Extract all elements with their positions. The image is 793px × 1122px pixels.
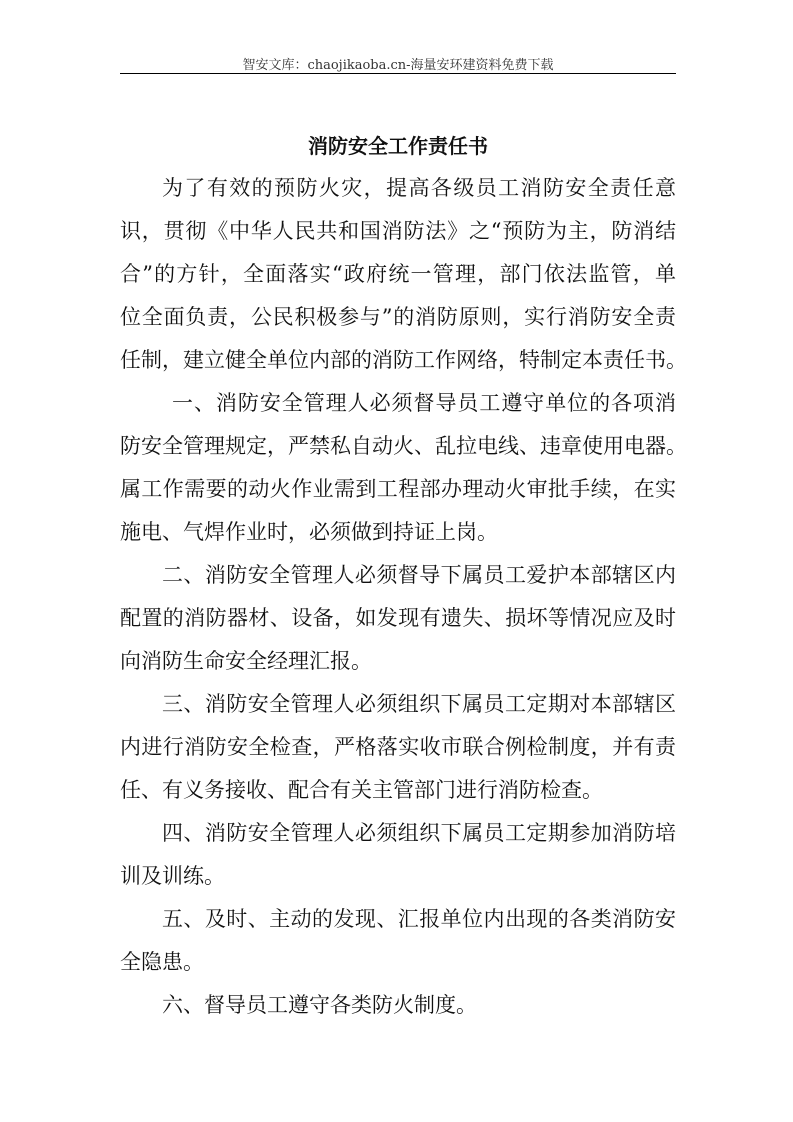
- text-line: 位全面负责，公民积极参与”的消防原则，实行消防安全责: [120, 305, 676, 329]
- text-line: 向消防生命安全经理汇报。: [120, 649, 372, 673]
- paragraph: [120, 167, 687, 382]
- text-line: 二、消防安全管理人必须督导下属员工爱护本部辖区内: [162, 563, 676, 587]
- text-line: 为了有效的预防火灾，提高各级员工消防安全责任意: [162, 176, 676, 200]
- paragraph: [120, 812, 676, 898]
- page-header: 智安文库：chaojikaoba.cn-海量安环建资料免费下载: [242, 58, 554, 73]
- text-line: 识，贯彻《中华人民共和国消防法》之“预防为主，防消结: [120, 219, 676, 243]
- text-line: 配置的消防器材、设备，如发现有遗失、损坏等情况应及时: [120, 606, 676, 630]
- text-line: 合”的方针，全面落实“政府统一管理，部门依法监管，单: [120, 262, 676, 286]
- document-body: [120, 167, 687, 1027]
- text-line: 施电、气焊作业时，必须做到持证上岗。: [120, 520, 498, 544]
- text-line: 全隐患。: [120, 950, 204, 974]
- text-line: 训及训练。: [120, 864, 225, 888]
- paragraph: [120, 683, 676, 812]
- text-line: 六、督导员工遵守各类防火制度。: [162, 993, 477, 1017]
- document-title: 消防安全工作责任书: [308, 134, 488, 158]
- paragraph: [120, 898, 676, 984]
- paragraph: [120, 382, 687, 554]
- text-line: 任制，建立健全单位内部的消防工作网络，特制定本责任书。: [120, 348, 687, 372]
- text-line: 内进行消防安全检查，严格落实收市联合例检制度，并有责: [120, 735, 676, 759]
- text-line: 一、消防安全管理人必须督导员工遵守单位的各项消: [172, 391, 676, 415]
- text-line: 属工作需要的动火作业需到工程部办理动火审批手续，在实: [120, 477, 676, 501]
- text-line: 三、消防安全管理人必须组织下属员工定期对本部辖区: [162, 692, 676, 716]
- text-line: 防安全管理规定，严禁私自动火、乱拉电线、违章使用电器。: [120, 434, 687, 458]
- text-line: 四、消防安全管理人必须组织下属员工定期参加消防培: [162, 821, 676, 845]
- text-line: 任、有义务接收、配合有关主管部门进行消防检查。: [120, 778, 603, 802]
- header-divider: [120, 73, 676, 74]
- paragraph: [120, 554, 676, 683]
- text-line: 五、及时、主动的发现、汇报单位内出现的各类消防安: [162, 907, 676, 931]
- paragraph: [120, 984, 676, 1027]
